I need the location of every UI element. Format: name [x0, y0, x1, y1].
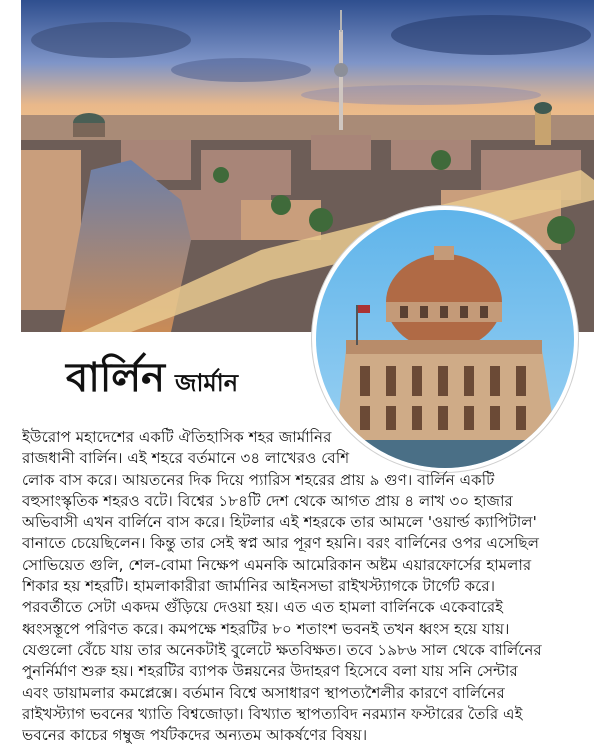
- article-line: রাইখস্ট্যাগ ভবনের খ্যাতি বিশ্বজোড়া। বিখ্যাত স্থাপত্যবিদ নরম্যান ফস্টারের তৈরি এই: [22, 704, 523, 723]
- title-sub: জার্মান: [175, 369, 239, 397]
- article-line: রাজধানী বার্লিন। এই শহরে বর্তমানে ৩৪ লাখেরও বেশি: [22, 449, 350, 468]
- article-line: পুনর্নির্মাণ শুরু হয়। শহরটির ব্যাপক উন্নয়নের উদাহরণ হিসেবে বলা যায় সনি সেন্টার: [22, 662, 518, 681]
- article-line: বহুসাংস্কৃতিক শহরও বটে। বিশ্বের ১৮৪টি দেশ থেকে আগত প্রায় ৪ লাখ ৩০ হাজার: [22, 491, 513, 510]
- title-main: বার্লিন: [66, 354, 165, 401]
- article-line: যেগুলো বেঁচে যায় তার অনেকটাই বুলেটে ক্ষতবিক্ষত। তবে ১৯৮৬ সাল থেকে বার্লিনের: [22, 640, 542, 659]
- article-line: অভিবাসী এখন বার্লিনে বাস করে। হিটলার এই শহরকে তার আমলে 'ওয়ার্ল্ড ক্যাপিটাল': [22, 513, 537, 532]
- article-line: বানাতে চেয়েছিলেন। কিন্তু তার সেই স্বপ্ন আর পূরণ হয়নি। বরং বার্লিনের ওপর এসেছিল: [22, 534, 540, 553]
- article-line: ভবনের কাচের গম্বুজ পর্যটকদের অন্যতম আকর্ষণের বিষয়।: [22, 726, 368, 745]
- article-line: সোভিয়েত গুলি, শেল-বোমা নিক্ষেপ এমনকি আমেরিকান অষ্টম এয়ারফোর্সের হামলার: [22, 555, 532, 574]
- article-line: এবং ডায়ামলার কমপ্লেক্সে। বর্তমান বিশ্বে অসাধারণ স্থাপত্যশৈলীর কারণে বার্লিনের: [22, 683, 505, 702]
- article-line: ইউরোপ মহাদেশের একটি ঐতিহাসিক শহর জার্মানির: [22, 428, 332, 446]
- article-line: শিকার হয় শহরটি। হামলাকারীরা জার্মানির আইনসভা রাইখস্ট্যাগকে টার্গেট করে।: [22, 577, 496, 596]
- article-line: লোক বাস করে। আয়তনের দিক দিয়ে প্যারিস শহরের প্রায় ৯ গুণ। বার্লিন একটি: [22, 470, 495, 489]
- article-body: [22, 427, 594, 746]
- article-line: পরবর্তীতে সেটা একদম গুঁড়িয়ে দেওয়া হয়। এত এত হামলা বার্লিনকে একেবারেই: [22, 598, 504, 617]
- article-line: ধ্বংসস্তূপে পরিণত করে। কমপক্ষে শহরটির ৮০ শতাংশ ভবনই তখন ধ্বংস হয়ে যায়।: [22, 619, 510, 638]
- article-title: [66, 346, 238, 406]
